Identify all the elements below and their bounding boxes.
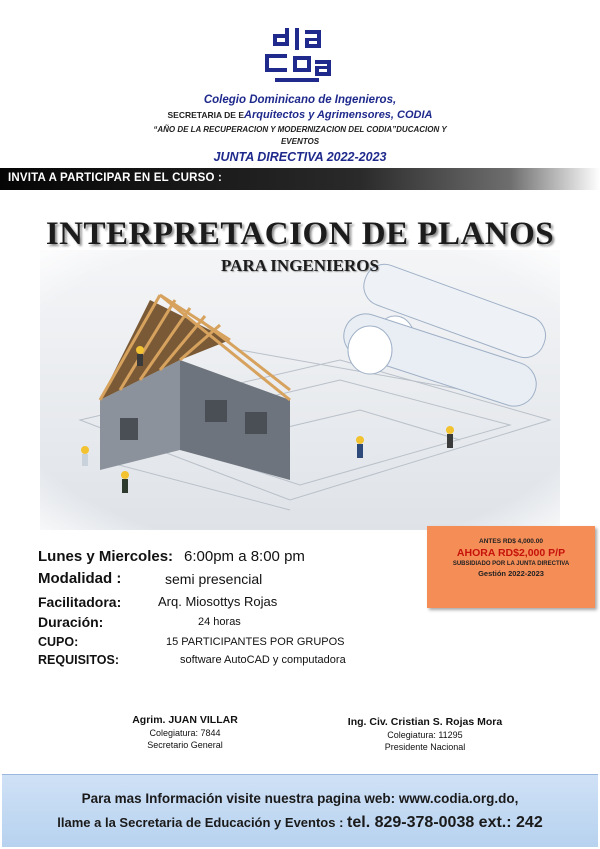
year-motto: “AÑO DE LA RECUPERACION Y MODERNIZACION DEL CODIA”DUCACION Y EVENTOS [153, 125, 447, 146]
footer-phone: tel. 829-378-0038 ext.: 242 [347, 814, 543, 831]
requirements-value: software AutoCAD y computadora [180, 654, 346, 666]
signature-president [340, 716, 510, 752]
facilitator-label: Facilitadora: [38, 594, 122, 610]
price-box [427, 526, 595, 608]
facilitator-value: Arq. Miosottys Rojas [158, 594, 278, 609]
secretary-registration: Colegiatura: 7844 [149, 728, 221, 738]
requirements-label: REQUISITOS: [38, 653, 120, 667]
footer-website-line: Para mas Información visite nuestra pagina web: www.codia.org.do, [81, 791, 519, 806]
president-name: Ing. Civ. Cristian S. Rojas Mora [347, 716, 503, 728]
president-role: Presidente Nacional [384, 742, 466, 752]
footer-panel [2, 774, 598, 847]
course-subtitle: PARA INGENIEROS [221, 256, 379, 275]
secretaria-prefix: SECRETARIA DE E [167, 110, 245, 120]
duration-label: Duración: [38, 614, 104, 630]
invite-text: INVITA A PARTICIPAR EN EL CURSO : [8, 172, 223, 184]
construction-illustration [40, 250, 560, 530]
quota-value: 15 PARTICIPANTES POR GRUPOS [166, 636, 345, 648]
secretary-name: Agrim. JUAN VILLAR [132, 714, 238, 726]
schedule-label: Lunes y Miercoles: [38, 548, 174, 565]
organization-name: Colegio Dominicano de Ingenieros, [203, 94, 397, 106]
president-registration: Colegiatura: 11295 [387, 730, 463, 740]
signature-secretary [105, 714, 265, 750]
price-before: ANTES RD$ 4,000.00 [479, 538, 543, 545]
price-now: AHORA RD$2,000 P/P [456, 547, 566, 559]
mode-value: semi presencial [165, 571, 263, 587]
price-subsidized: SUBSIDIADO POR LA JUNTA DIRECTIVA [452, 561, 570, 567]
secretaria-line [0, 109, 600, 121]
secretaria-main: Arquitectos y Agrimensores, CODIA [244, 109, 433, 121]
footer-contact-prefix: llame a la Secretaria de Educación y Eventos : [57, 815, 348, 830]
board-title: JUNTA DIRECTIVA 2022-2023 [213, 150, 387, 164]
duration-value: 24 horas [198, 616, 241, 628]
mode-label: Modalidad : [38, 570, 122, 587]
course-title: INTERPRETACION DE PLANOS [45, 216, 555, 252]
price-management: Gestión 2022-2023 [478, 569, 544, 578]
codia-logo [265, 26, 339, 90]
schedule-value: 6:00pm a 8:00 pm [184, 548, 305, 565]
quota-label: CUPO: [38, 635, 79, 649]
footer-contact-line [0, 814, 600, 832]
secretary-role: Secretario General [147, 740, 223, 750]
